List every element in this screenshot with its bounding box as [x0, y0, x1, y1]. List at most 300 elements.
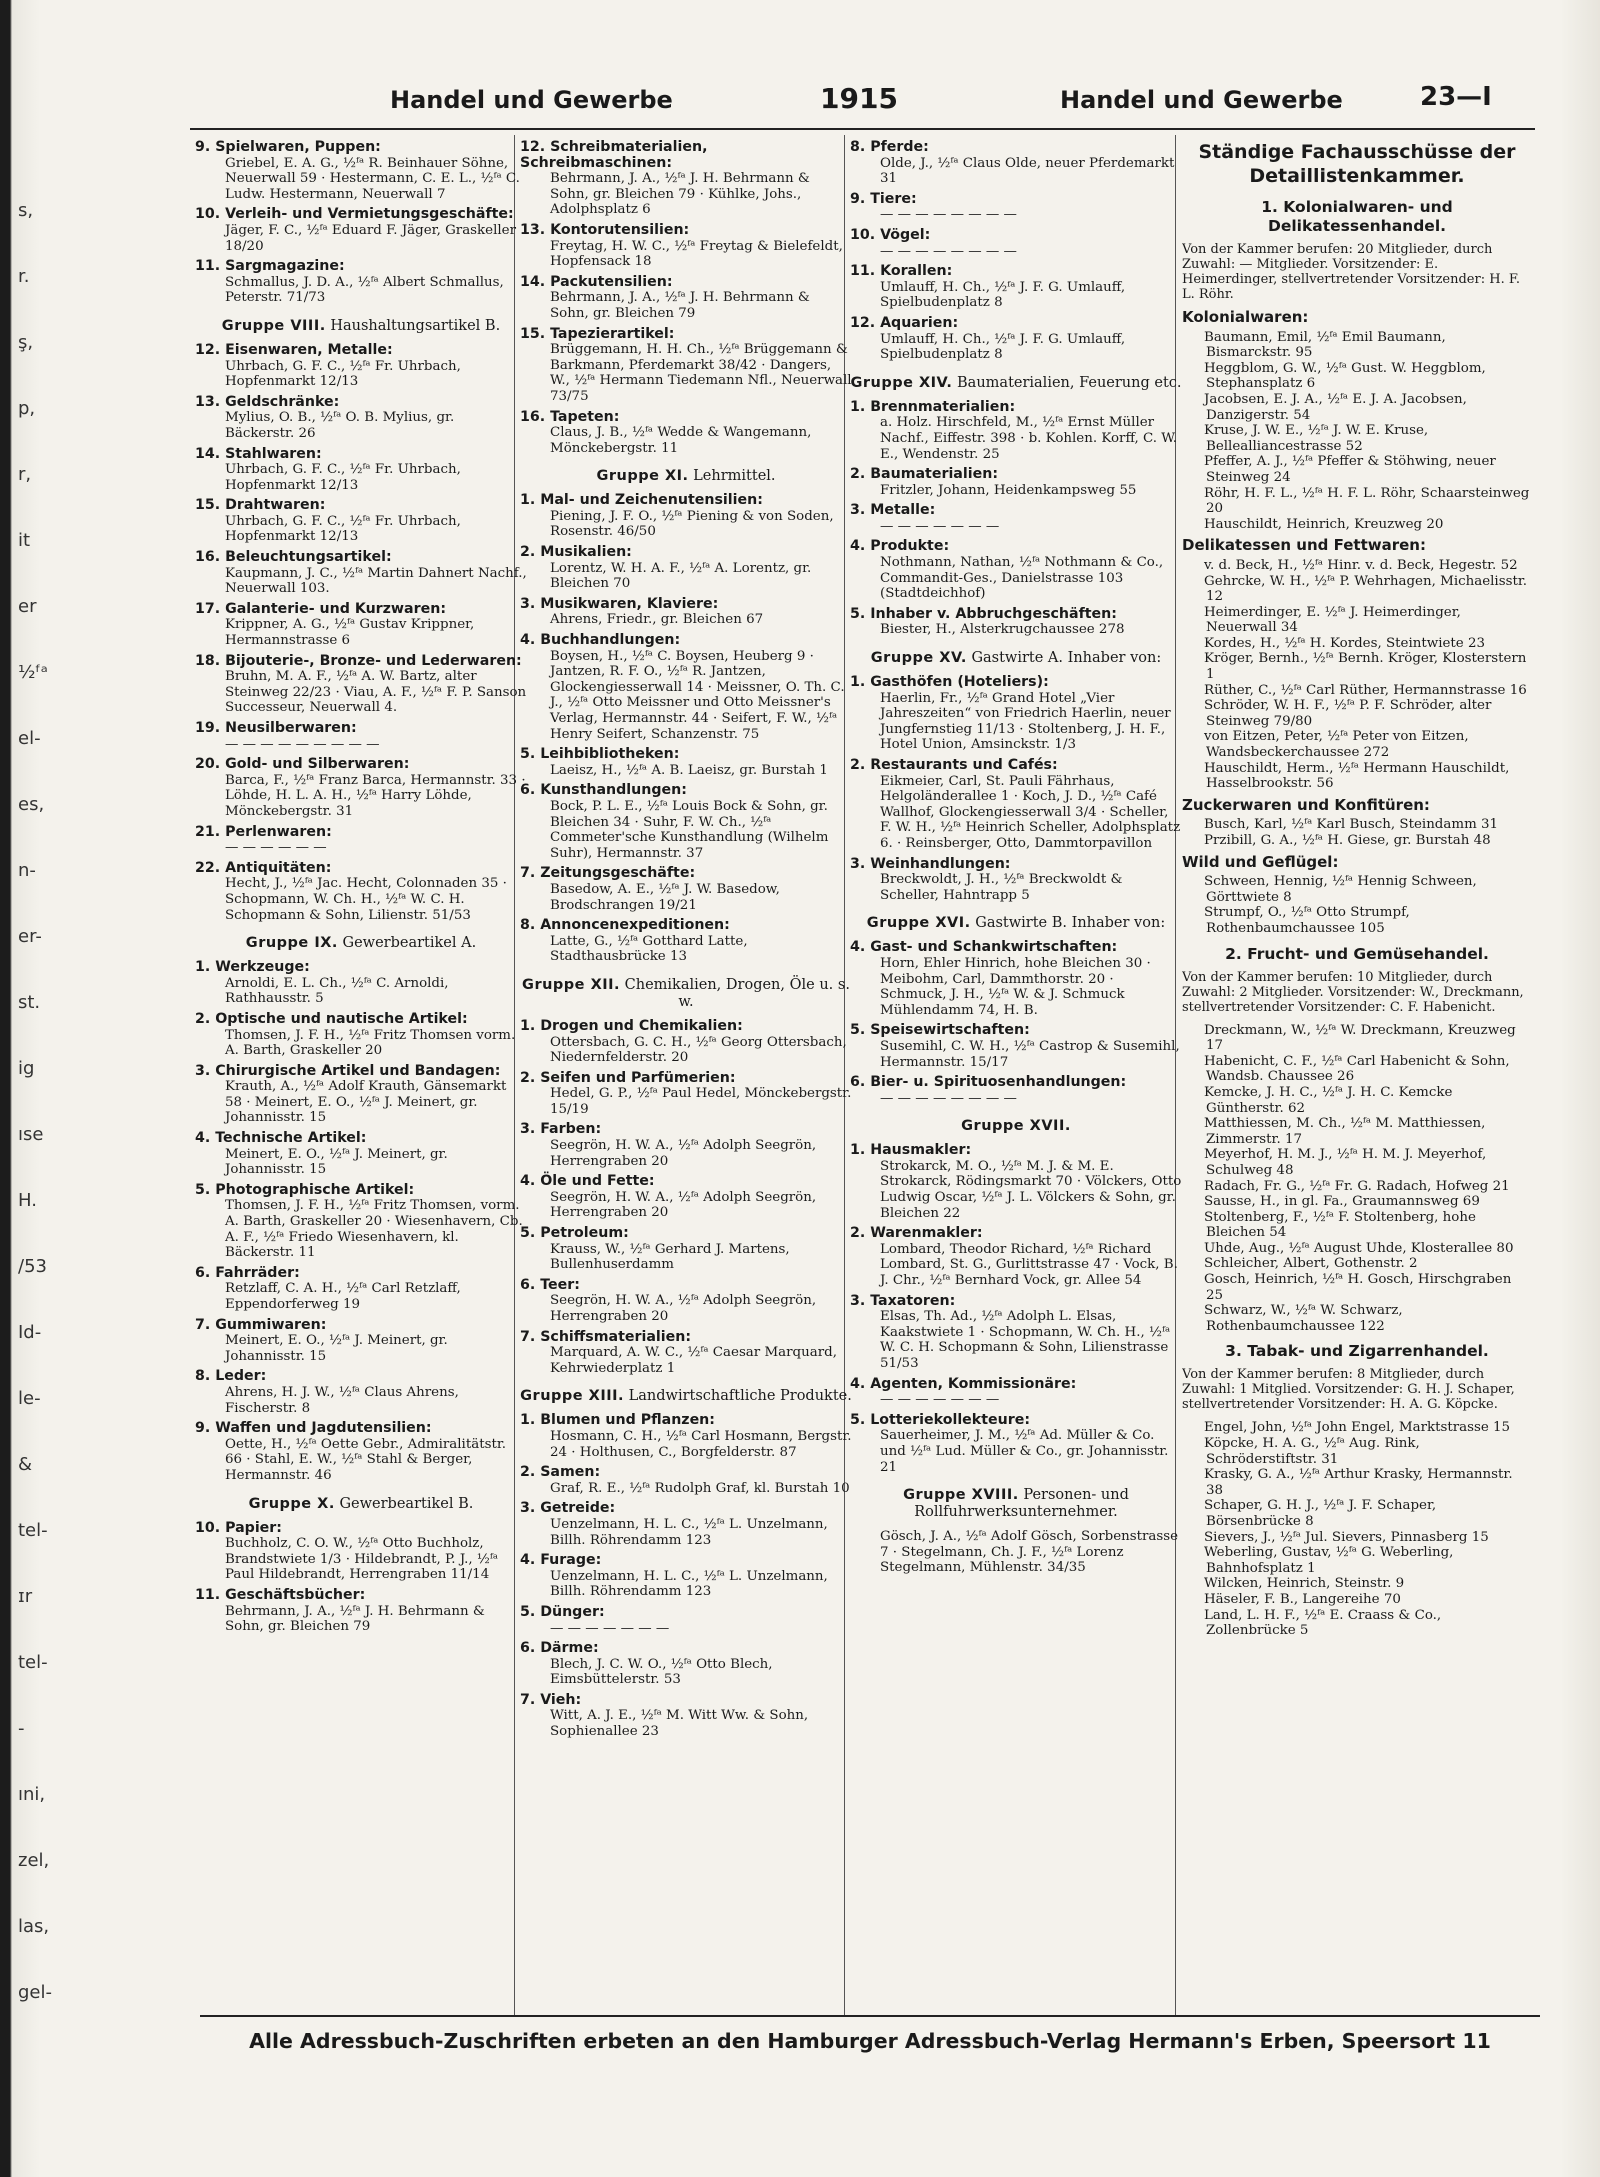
directory-entry — [520, 223, 852, 270]
member-entry: Gosch, Heinrich, ½ᶠᵃ H. Gosch, Hirschgraben 25 — [1204, 1272, 1512, 1303]
group-heading — [520, 468, 852, 485]
category-heading: 9. Spielwaren, Puppen: — [195, 140, 381, 155]
margin-fragment: gel- — [18, 1982, 52, 2003]
header-year: 1915 — [820, 82, 898, 115]
header-left-title: Handel und Gewerbe — [390, 86, 673, 114]
directory-entry — [850, 316, 1182, 363]
directory-entry — [850, 140, 1182, 187]
directory-entry — [195, 654, 527, 716]
directory-entry — [850, 192, 1182, 223]
directory-entry — [195, 259, 527, 306]
margin-fragment: ig — [18, 1058, 35, 1079]
group-heading — [195, 935, 527, 952]
category-heading: 1. Werkzeuge: — [195, 959, 310, 976]
category-heading: 4. Öle und Fette: — [520, 1173, 655, 1190]
entry-listing: Uhrbach, G. F. C., ½ᶠᵃ Fr. Uhrbach, Hopfenmarkt 12/13 — [225, 358, 461, 390]
category-heading: 7. Vieh: — [520, 1691, 582, 1708]
page-header — [390, 78, 1520, 118]
category-heading: 3. Metalle: — [850, 502, 936, 519]
category-heading: 2. Restaurants und Cafés: — [850, 757, 1058, 773]
subcategory-heading: Wild und Geflügel: — [1182, 852, 1339, 871]
margin-fragment: p, — [18, 398, 36, 419]
facing-page-margin — [12, 0, 82, 2177]
directory-entry — [195, 960, 527, 1007]
directory-entry — [850, 1294, 1182, 1372]
entry-listing: Thomsen, J. F. H., ½ᶠᵃ Fritz Thomsen vorm. A. Barth, Graskeller 20 — [225, 1027, 516, 1059]
directory-entry — [195, 343, 527, 390]
category-heading: 3. Chirurgische Artikel und Bandagen: — [195, 1062, 501, 1079]
directory-entry — [520, 410, 852, 457]
margin-fragment: Id- — [18, 1322, 42, 1343]
category-heading: 9. Tiere: — [850, 190, 917, 207]
entry-listing: Seegrön, H. W. A., ½ᶠᵃ Adolph Seegrön, Herrengraben 20 — [550, 1138, 817, 1169]
category-heading: 5. Lotteriekollekteure: — [850, 1411, 1031, 1428]
group-heading — [850, 375, 1182, 392]
directory-entry — [520, 783, 852, 861]
member-entry: Hauschildt, Herm., ½ᶠᵃ Hermann Hauschildt, Hasselbrookstr. 56 — [1204, 760, 1510, 792]
category-heading: 11. Sargmagazine: — [195, 258, 345, 275]
subcategory-heading: Delikatessen und Fettwaren: — [1182, 536, 1426, 555]
group-heading — [520, 1388, 852, 1405]
margin-fragment: r. — [18, 266, 30, 287]
group-description: Gewerbeartikel A. — [342, 935, 477, 952]
group-heading — [850, 650, 1182, 667]
directory-entry — [850, 1143, 1182, 1221]
entry-listing: Krippner, A. G., ½ᶠᵃ Gustav Krippner, Hermannstrasse 6 — [225, 617, 475, 649]
member-entry: Kordes, H., ½ᶠᵃ H. Kordes, Steintwiete 23 — [1204, 635, 1486, 651]
entry-listing: Piening, J. F. O., ½ᶠᵃ Piening & von Soden, Rosenstr. 46/50 — [550, 508, 834, 540]
margin-fragment: zel, — [18, 1850, 50, 1871]
entry-listing: Eikmeier, Carl, St. Pauli Fährhaus, Helgoländerallee 1 · Koch, J. D., ½ᶠᵃ Café Wallhof, Glockengiesserwall 3/4 · Scheller, F. W. H., ½ᶠᵃ Heinrich Scheller, Adolphsplatz 6. · Reinsberger, Otto, Dammtorpavillon — [880, 773, 1181, 851]
directory-entry — [850, 400, 1182, 462]
directory-entry — [520, 1019, 852, 1066]
margin-fragment: er- — [18, 926, 42, 947]
entry-listing: Uenzelmann, H. L. C., ½ᶠᵃ L. Unzelmann, Billh. Röhrendamm 123 — [550, 1516, 828, 1548]
margin-fragment: /53 — [18, 1256, 47, 1277]
directory-entry — [850, 675, 1182, 753]
category-heading: 4. Technische Artikel: — [195, 1130, 367, 1147]
member-entry: Baumann, Emil, ½ᶠᵃ Emil Baumann, Bismarckstr. 95 — [1204, 329, 1446, 361]
member-entry: Köpcke, H. A. G., ½ᶠᵃ Aug. Rink, Schröderstiftstr. 31 — [1204, 1436, 1420, 1467]
entry-listing: Schmallus, J. D. A., ½ᶠᵃ Albert Schmallus, Peterstr. 71/73 — [225, 274, 504, 306]
member-entry: Sausse, H., in gl. Fa., Graumannsweg 69 — [1204, 1194, 1480, 1210]
margin-fragment: le- — [18, 1388, 41, 1409]
entry-listing: Strokarck, M. O., ½ᶠᵃ M. J. & M. E. Strokarck, Rödingsmarkt 70 · Völckers, Otto Ludwig Oscar, ½ᶠᵃ J. L. Völckers & Sohn, gr. Bleichen 22 — [880, 1158, 1182, 1221]
category-heading: 1. Brennmaterialien: — [850, 398, 1016, 415]
directory-entry — [520, 1330, 852, 1377]
footer-notice: Alle Adressbuch-Zuschriften erbeten an den Hamburger Adressbuch-Verlag Hermann's Erben, Speersort 11 — [200, 2015, 1540, 2053]
entry-listing: Brüggemann, H. H. Ch., ½ᶠᵃ Brüggemann & Barkmann, Pferdemarkt 38/42 · Dangers, W., ½ᶠᵃ Hermann Tiedemann Nfl., Neuerwall 73/75 — [550, 342, 852, 404]
margin-fragment: it — [18, 530, 31, 551]
category-heading: 2. Seifen und Parfümerien: — [520, 1069, 736, 1086]
entry-listing: Uenzelmann, H. L. C., ½ᶠᵃ L. Unzelmann, Billh. Röhrendamm 123 — [550, 1568, 828, 1600]
directory-entry — [195, 395, 527, 442]
entry-listing: Umlauff, H. Ch., ½ᶠᵃ J. F. G. Umlauff, Spielbudenplatz 8 — [880, 279, 1126, 311]
category-heading: 12. Aquarien: — [850, 314, 959, 331]
group-label: Gruppe XVI. — [866, 915, 971, 932]
group-heading — [850, 1487, 1182, 1521]
directory-entry — [850, 857, 1182, 904]
category-heading: 17. Galanterie- und Kurzwaren: — [195, 600, 447, 617]
entry-listing: Lombard, Theodor Richard, ½ᶠᵃ Richard Lombard, St. G., Gurlittstrasse 47 · Vock, B. J. Chr., ½ᶠᵃ Bernhard Vock, gr. Allee 54 — [880, 1241, 1178, 1289]
group-label: Gruppe XI. — [596, 468, 689, 485]
column-4-committees — [1182, 140, 1532, 2000]
directory-entry — [520, 1605, 852, 1636]
entry-listing: Laeisz, H., ½ᶠᵃ A. B. Laeisz, gr. Burstah 1 — [550, 762, 828, 778]
committee-heading: 3. Tabak- und Zigarrenhandel. — [1225, 1342, 1489, 1361]
member-entry: Kröger, Bernh., ½ᶠᵃ Bernh. Kröger, Klosterstern 1 — [1204, 651, 1527, 683]
directory-entry — [850, 1075, 1182, 1106]
group-heading — [195, 318, 527, 335]
category-heading: 4. Produkte: — [850, 538, 950, 555]
member-entry: Hauschildt, Heinrich, Kreuzweg 20 — [1204, 516, 1444, 532]
committee-intro: Von der Kammer berufen: 8 Mitglieder, durch Zuwahl: 1 Mitglied. Vorsitzender: G. H. J. Schaper, stellvertretender Vorsitzender: H. A. G. Köpcke. — [1182, 1367, 1515, 1413]
category-heading: 18. Bijouterie-, Bronze- und Lederwaren: — [195, 652, 522, 669]
member-entry: Stoltenberg, F., ½ᶠᵃ F. Stoltenberg, hohe Bleichen 54 — [1204, 1209, 1476, 1241]
entry-listing: Behrmann, J. A., ½ᶠᵃ J. H. Behrmann & Sohn, gr. Bleichen 79 — [225, 1603, 485, 1635]
directory-entry — [850, 940, 1182, 1018]
directory-entry — [195, 498, 527, 545]
category-heading: 4. Furage: — [520, 1552, 602, 1569]
group-description: Gewerbeartikel B. — [339, 1495, 474, 1512]
directory-entry — [520, 493, 852, 540]
entry-listing: — — — — — — — — [880, 1392, 1000, 1408]
directory-entry — [520, 1278, 852, 1325]
category-heading: 14. Packutensilien: — [520, 273, 673, 290]
directory-entry — [195, 1266, 527, 1313]
category-heading: 2. Warenmakler: — [850, 1225, 983, 1242]
category-heading: 2. Baumaterialien: — [850, 466, 999, 483]
directory-entry — [520, 545, 852, 592]
member-entry: Kemcke, J. H. C., ½ᶠᵃ J. H. C. Kemcke Güntherstr. 62 — [1204, 1084, 1453, 1116]
member-entry: von Eitzen, Peter, ½ᶠᵃ Peter von Eitzen, Wandsbeckerchaussee 272 — [1204, 729, 1469, 761]
category-heading: 9. Waffen und Jagdutensilien: — [195, 1420, 432, 1437]
entry-listing: Blech, J. C. W. O., ½ᶠᵃ Otto Blech, Eimsbüttelerstr. 53 — [550, 1656, 773, 1688]
group-label: Gruppe XVIII. — [903, 1487, 1019, 1504]
directory-entry — [520, 1641, 852, 1688]
directory-entry — [520, 1553, 852, 1600]
member-entry: Busch, Karl, ½ᶠᵃ Karl Busch, Steindamm 31 — [1204, 817, 1499, 833]
group-heading — [850, 1118, 1182, 1135]
committee-heading: 2. Frucht- und Gemüsehandel. — [1225, 944, 1489, 963]
entry-listing: Witt, A. J. E., ½ᶠᵃ M. Witt Ww. & Sohn, Sophienallee 23 — [550, 1708, 809, 1740]
category-heading: 5. Inhaber v. Abbruchgeschäften: — [850, 605, 1117, 622]
category-heading: 7. Gummiwaren: — [195, 1316, 327, 1333]
directory-entry — [850, 1377, 1182, 1408]
directory-entry — [195, 1521, 527, 1583]
page-number: 23—I — [1420, 82, 1492, 112]
category-heading: 13. Geldschränke: — [195, 393, 340, 410]
directory-entry — [195, 1131, 527, 1178]
margin-fragment: ıse — [18, 1124, 44, 1145]
committee-intro: Von der Kammer berufen: 10 Mitglieder, durch Zuwahl: 2 Mitglieder. Vorsitzender: W., Dreckmann, stellvertretender Vorsitzender: C. F. Habenicht. — [1182, 969, 1524, 1015]
directory-entry — [195, 721, 527, 752]
category-heading: 5. Dünger: — [520, 1603, 605, 1620]
entry-listing: Umlauff, H. Ch., ½ᶠᵃ J. F. G. Umlauff, Spielbudenplatz 8 — [880, 331, 1126, 363]
directory-entry — [195, 1369, 527, 1416]
category-heading: 3. Farben: — [520, 1121, 602, 1138]
subcategory-heading: Zuckerwaren und Konfitüren: — [1182, 795, 1430, 814]
member-entry: Sievers, J., ½ᶠᵃ Jul. Sievers, Pinnasberg 15 — [1204, 1529, 1489, 1545]
member-entry: Pfeffer, A. J., ½ᶠᵃ Pfeffer & Stöhwing, neuer Steinweg 24 — [1204, 454, 1496, 485]
margin-fragment: tel- — [18, 1652, 48, 1673]
entry-listing: — — — — — — — — — [880, 243, 1017, 259]
member-entry: Röhr, H. F. L., ½ᶠᵃ H. F. L. Röhr, Schaarsteinweg 20 — [1204, 485, 1530, 517]
member-entry: Häseler, F. B., Langereihe 70 — [1204, 1591, 1401, 1607]
entry-listing: Nothmann, Nathan, ½ᶠᵃ Nothmann & Co., Commandit-Ges., Danielstrasse 103 (Stadtdeichhof) — [880, 555, 1164, 602]
member-entry: Schwarz, W., ½ᶠᵃ W. Schwarz, Rothenbaumchaussee 122 — [1204, 1303, 1403, 1334]
committees-title: Ständige Fachausschüsse der Detaillistenkammer. — [1198, 141, 1516, 187]
group-description: Haushaltungsartikel B. — [330, 317, 501, 334]
entry-listing: Krauss, W., ½ᶠᵃ Gerhard J. Martens, Bullenhuserdamm — [550, 1241, 790, 1273]
directory-entry — [850, 607, 1182, 638]
category-heading: 5. Leihbibliotheken: — [520, 746, 680, 763]
margin-fragment: ɪr — [18, 1586, 33, 1607]
category-heading: 5. Petroleum: — [520, 1225, 629, 1242]
column-2 — [520, 140, 852, 2000]
member-entry: Dreckmann, W., ½ᶠᵃ W. Dreckmann, Kreuzweg 17 — [1204, 1022, 1516, 1054]
directory-entry — [520, 1071, 852, 1118]
member-entry: Jacobsen, E. J. A., ½ᶠᵃ E. J. A. Jacobsen, Danzigerstr. 54 — [1204, 391, 1467, 423]
entry-listing: Bruhn, M. A. F., ½ᶠᵃ A. W. Bartz, alter Steinweg 22/23 · Viau, A. F., ½ᶠᵃ F. P. Sanson Successeur, Neuerwall 4. — [225, 669, 527, 716]
committee-heading: 1. Kolonialwaren- und Delikatessenhandel. — [1261, 198, 1453, 235]
member-entry: Land, L. H. F., ½ᶠᵃ E. Craass & Co., Zollenbrücke 5 — [1204, 1607, 1442, 1639]
entry-listing: — — — — — — — — — — [225, 736, 380, 752]
entry-listing: Meinert, E. O., ½ᶠᵃ J. Meinert, gr. Johannisstr. 15 — [225, 1146, 448, 1178]
directory-entry — [520, 866, 852, 913]
entry-listing: Lorentz, W. H. A. F., ½ᶠᵃ A. Lorentz, gr. Bleichen 70 — [550, 560, 812, 592]
directory-entry — [195, 1183, 527, 1261]
directory-entry — [850, 1413, 1182, 1475]
category-heading: 5. Photographische Artikel: — [195, 1181, 415, 1198]
group-description: Baumaterialien, Feuerung etc. — [957, 374, 1182, 391]
category-heading: 3. Weinhandlungen: — [850, 855, 1011, 872]
member-entry: Heggblom, G. W., ½ᶠᵃ Gust. W. Heggblom, Stephansplatz 6 — [1204, 360, 1486, 392]
directory-entry — [195, 1064, 527, 1126]
entry-listing: Seegrön, H. W. A., ½ᶠᵃ Adolph Seegrön, Herrengraben 20 — [550, 1189, 817, 1221]
directory-entry — [520, 597, 852, 628]
margin-fragment: r, — [18, 464, 32, 485]
entry-listing: — — — — — — — — — [880, 1090, 1017, 1106]
directory-entry — [850, 1226, 1182, 1288]
directory-entry — [850, 758, 1182, 852]
entry-listing: Marquard, A. W. C., ½ᶠᵃ Caesar Marquard, Kehrwiederplatz 1 — [550, 1345, 837, 1376]
category-heading: 11. Geschäftsbücher: — [195, 1586, 366, 1603]
member-entry: Uhde, Aug., ½ᶠᵃ August Uhde, Klosterallee 80 — [1204, 1240, 1514, 1256]
entry-listing: Behrmann, J. A., ½ᶠᵃ J. H. Behrmann & Sohn, gr. Bleichen 79 · Kühlke, Johs., Adolphsplatz 6 — [550, 171, 810, 218]
category-heading: 4. Gast- und Schankwirtschaften: — [850, 939, 1118, 956]
category-heading: 1. Gasthöfen (Hoteliers): — [850, 674, 1049, 691]
category-heading: 2. Optische und nautische Artikel: — [195, 1010, 468, 1027]
category-heading: 8. Annoncenexpeditionen: — [520, 917, 730, 934]
category-heading: 4. Buchhandlungen: — [520, 632, 681, 649]
group-label: Gruppe IX. — [245, 935, 338, 952]
entry-listing: Griebel, E. A. G., ½ᶠᵃ R. Beinhauer Söhne, Neuerwall 59 · Hestermann, C. E. L., ½ᶠᵃ C. Ludw. Hestermann, Neuerwall 7 — [225, 155, 520, 202]
group-description: Personen- und Rollfuhrwerksunternehmer. — [914, 1487, 1129, 1521]
member-entry: Habenicht, C. F., ½ᶠᵃ Carl Habenicht & Sohn, Wandsb. Chaussee 26 — [1204, 1053, 1510, 1085]
member-entry: Weberling, Gustav, ½ᶠᵃ G. Weberling, Bahnhofsplatz 1 — [1204, 1545, 1454, 1576]
category-heading: 8. Pferde: — [850, 140, 929, 155]
category-heading: 3. Musikwaren, Klaviere: — [520, 595, 719, 612]
entry-listing: Elsas, Th. Ad., ½ᶠᵃ Adolph L. Elsas, Kaakstwiete 1 · Schopmann, W. Ch. H., ½ᶠᵃ W. C. H. Schopmann & Sohn, Lilienstrasse 51/53 — [880, 1309, 1171, 1371]
category-heading: 15. Drahtwaren: — [195, 497, 326, 514]
directory-entry — [850, 1023, 1182, 1070]
margin-fragment: es, — [18, 794, 45, 815]
entry-listing: Graf, R. E., ½ᶠᵃ Rudolph Graf, kl. Burstah 10 — [550, 1480, 850, 1496]
member-entry: Meyerhof, H. M. J., ½ᶠᵃ H. M. J. Meyerhof, Schulweg 48 — [1204, 1147, 1487, 1178]
directory-entry — [520, 918, 852, 965]
group-heading — [850, 915, 1182, 932]
member-entry: Kruse, J. W. E., ½ᶠᵃ J. W. E. Kruse, Bellealliancestrasse 52 — [1204, 423, 1429, 454]
directory-entry — [520, 327, 852, 405]
category-heading: 10. Vögel: — [850, 226, 931, 243]
category-heading: 6. Därme: — [520, 1640, 599, 1657]
directory-entry — [195, 550, 527, 597]
margin-fragment: ½ᶠᵃ — [18, 662, 48, 683]
category-heading: 5. Speisewirtschaften: — [850, 1022, 1030, 1039]
column-1 — [195, 140, 527, 2000]
directory-entry — [850, 264, 1182, 311]
member-entry: Radach, Fr. G., ½ᶠᵃ Fr. G. Radach, Hofweg 21 — [1204, 1178, 1510, 1194]
subcategory-heading: Kolonialwaren: — [1182, 308, 1309, 326]
entry-listing: Ahrens, Friedr., gr. Bleichen 67 — [550, 612, 764, 628]
directory-entry — [520, 747, 852, 778]
category-heading: 2. Samen: — [520, 1464, 601, 1481]
entry-listing: Thomsen, J. F. H., ½ᶠᵃ Fritz Thomsen, vorm. A. Barth, Graskeller 20 · Wiesenhavern, Cb. A. F., ½ᶠᵃ Friedo Wiesenhavern, kl. Bäckerstr. 11 — [225, 1198, 523, 1261]
group-label: Gruppe XV. — [870, 650, 967, 667]
category-heading: 12. Eisenwaren, Metalle: — [195, 341, 393, 358]
group-label: Gruppe X. — [248, 1495, 335, 1512]
directory-entry — [520, 1465, 852, 1496]
margin-fragment: - — [18, 1718, 25, 1739]
category-heading: 6. Bier- u. Spirituosenhandlungen: — [850, 1074, 1127, 1091]
category-heading: 3. Taxatoren: — [850, 1292, 956, 1309]
margin-fragment: er — [18, 596, 37, 617]
directory-entry — [850, 1529, 1182, 1576]
entry-listing: Latte, G., ½ᶠᵃ Gotthard Latte, Stadthausbrücke 13 — [550, 933, 748, 965]
category-heading: 12. Schreibmaterialien, Schreibmaschinen: — [520, 140, 708, 171]
group-label: Gruppe VIII. — [221, 317, 326, 334]
category-heading: 3. Getreide: — [520, 1500, 616, 1517]
category-heading: 7. Schiffsmaterialien: — [520, 1328, 692, 1345]
group-heading — [195, 1496, 527, 1513]
category-heading: 10. Papier: — [195, 1519, 282, 1536]
entry-listing: Arnoldi, E. L. Ch., ½ᶠᵃ C. Arnoldi, Rathhausstr. 5 — [225, 975, 449, 1007]
directory-entry — [520, 1693, 852, 1740]
directory-entry — [520, 1413, 852, 1460]
margin-fragment: las, — [18, 1916, 50, 1937]
category-heading: 6. Teer: — [520, 1276, 580, 1293]
member-entry: Matthiessen, M. Ch., ½ᶠᵃ M. Matthiessen, Zimmerstr. 17 — [1204, 1116, 1486, 1147]
entry-listing: Freytag, H. W. C., ½ᶠᵃ Freytag & Bielefeldt, Hopfensack 18 — [550, 238, 843, 270]
entry-listing: — — — — — — — — [550, 1620, 670, 1636]
directory-entry — [195, 1421, 527, 1483]
directory-entry — [195, 1318, 527, 1365]
directory-entry — [520, 1122, 852, 1169]
directory-entry — [195, 602, 527, 649]
category-heading: 19. Neusilberwaren: — [195, 720, 357, 736]
member-entry: Schröder, W. H. F., ½ᶠᵃ P. F. Schröder, alter Steinweg 79/80 — [1204, 698, 1492, 729]
directory-entry — [195, 1012, 527, 1059]
group-description: Lehrmittel. — [693, 468, 776, 485]
category-heading: 1. Blumen und Pflanzen: — [520, 1412, 715, 1429]
category-heading: 7. Zeitungsgeschäfte: — [520, 865, 696, 882]
entry-listing: — — — — — — — — [880, 518, 1000, 534]
entry-listing: Mylius, O. B., ½ᶠᵃ O. B. Mylius, gr. Bäckerstr. 26 — [225, 410, 455, 441]
directory-entry — [850, 503, 1182, 534]
entry-listing: Ottersbach, G. C. H., ½ᶠᵃ Georg Ottersbach, Niedernfelderstr. 20 — [550, 1034, 847, 1066]
entry-listing: Kaupmann, J. C., ½ᶠᵃ Martin Dahnert Nachf., Neuerwall 103. — [225, 565, 527, 597]
directory-entry — [520, 1174, 852, 1221]
committee-intro: Von der Kammer berufen: 20 Mitglieder, durch Zuwahl: — Mitglieder. Vorsitzender: E. Heimerdinger, stellvertretender Vorsitzender: H. F. L. Röhr. — [1182, 242, 1520, 302]
directory-entry — [520, 275, 852, 322]
entry-listing: Sauerheimer, J. M., ½ᶠᵃ Ad. Müller & Co. und ½ᶠᵃ Lud. Müller & Co., gr. Johannisstr. 21 — [880, 1428, 1169, 1475]
entry-listing: Claus, J. B., ½ᶠᵃ Wedde & Wangemann, Mönckebergstr. 11 — [550, 425, 812, 456]
category-heading: 1. Drogen und Chemikalien: — [520, 1017, 743, 1034]
entry-listing: — — — — — — — [225, 840, 327, 856]
category-heading: 13. Kontorutensilien: — [520, 221, 690, 238]
entry-listing: Olde, J., ½ᶠᵃ Claus Olde, neuer Pferdemarkt 31 — [880, 155, 1175, 187]
category-heading: 22. Antiquitäten: — [195, 859, 332, 876]
entry-listing: Bock, P. L. E., ½ᶠᵃ Louis Bock & Sohn, gr. Bleichen 34 · Suhr, F. W. Ch., ½ᶠᵃ Commeter'sche Kunsthandlung (Wilhelm Suhr), Hermannstr. 37 — [550, 798, 829, 861]
member-entry: v. d. Beck, H., ½ᶠᵃ Hinr. v. d. Beck, Hegestr. 52 — [1204, 557, 1518, 573]
category-heading: 14. Stahlwaren: — [195, 445, 322, 462]
category-heading: 21. Perlenwaren: — [195, 823, 332, 840]
entry-listing: Breckwoldt, J. H., ½ᶠᵃ Breckwoldt & Scheller, Hahntrapp 5 — [880, 872, 1123, 903]
entry-listing: Gösch, J. A., ½ᶠᵃ Adolf Gösch, Sorbenstrasse 7 · Stegelmann, Ch. J. F., ½ᶠᵃ Lorenz Stegelmann, Mühlenstr. 34/35 — [880, 1529, 1179, 1576]
margin-fragment: H. — [18, 1190, 37, 1211]
category-heading: 1. Mal- und Zeichenutensilien: — [520, 492, 763, 509]
category-heading: 15. Tapezierartikel: — [520, 325, 675, 342]
entry-listing: Retzlaff, C. A. H., ½ᶠᵃ Carl Retzlaff, Eppendorferweg 19 — [225, 1281, 461, 1312]
directory-entry — [850, 228, 1182, 259]
margin-fragment: el- — [18, 728, 41, 749]
member-entry: Strumpf, O., ½ᶠᵃ Otto Strumpf, Rothenbaumchaussee 105 — [1204, 905, 1410, 936]
entry-listing: Behrmann, J. A., ½ᶠᵃ J. H. Behrmann & Sohn, gr. Bleichen 79 — [550, 290, 810, 321]
directory-entry — [520, 1226, 852, 1273]
entry-listing: Oette, H., ½ᶠᵃ Oette Gebr., Admiralitätstr. 66 · Stahl, E. W., ½ᶠᵃ Stahl & Berger, Hermannstr. 46 — [225, 1436, 507, 1483]
entry-listing: Fritzler, Johann, Heidenkampsweg 55 — [880, 482, 1137, 498]
entry-listing: Jäger, F. C., ½ᶠᵃ Eduard F. Jäger, Graskeller 18/20 — [225, 222, 516, 254]
category-heading: 1. Hausmakler: — [850, 1142, 972, 1159]
entry-listing: Basedow, A. E., ½ᶠᵃ J. W. Basedow, Brodschrangen 19/21 — [550, 881, 780, 913]
margin-fragment: s, — [18, 200, 34, 221]
entry-listing: Susemihl, C. W. H., ½ᶠᵃ Castrop & Susemihl, Hermannstr. 15/17 — [880, 1038, 1180, 1070]
margin-fragment: tel- — [18, 1520, 48, 1541]
category-heading: 16. Tapeten: — [520, 408, 620, 425]
margin-fragment: ş, — [18, 332, 34, 353]
group-heading — [520, 977, 852, 1011]
entry-listing: Ahrens, H. J. W., ½ᶠᵃ Claus Ahrens, Fischerstr. 8 — [225, 1384, 459, 1416]
directory-entry — [520, 140, 852, 218]
group-label: Gruppe XVII. — [961, 1118, 1071, 1135]
member-entry: Schaper, G. H. J., ½ᶠᵃ J. F. Schaper, Börsenbrücke 8 — [1204, 1498, 1437, 1529]
category-heading: 2. Musikalien: — [520, 544, 632, 561]
directory-entry — [195, 757, 527, 819]
entry-listing: a. Holz. Hirschfeld, M., ½ᶠᵃ Ernst Müller Nachf., Eiffestr. 398 · b. Kohlen. Korff, C. W. E., Wendenstr. 25 — [880, 415, 1177, 462]
category-heading: 10. Verleih- und Vermietungsgeschäfte: — [195, 206, 514, 223]
member-entry: Przibill, G. A., ½ᶠᵃ H. Giese, gr. Burstah 48 — [1204, 833, 1491, 848]
category-heading: 6. Fahrräder: — [195, 1264, 300, 1281]
entry-listing: Boysen, H., ½ᶠᵃ C. Boysen, Heuberg 9 · Jantzen, R. F. O., ½ᶠᵃ R. Jantzen, Glockengiesserwall 14 · Meissner, O. Th. C. J., ½ᶠᵃ Otto Meissner und Otto Meissner's Verlag, Hermannstr. 44 · Seifert, F. W., ½ᶠᵃ Henry Seifert, Schanzenstr. 75 — [550, 648, 845, 742]
group-label: Gruppe XIII. — [520, 1388, 625, 1405]
entry-listing: — — — — — — — — — [880, 207, 1017, 223]
directory-entry — [520, 1501, 852, 1548]
margin-fragment: n- — [18, 860, 36, 881]
entry-listing: Buchholz, C. O. W., ½ᶠᵃ Otto Buchholz, Brandstwiete 1/3 · Hildebrandt, P. J., ½ᶠᵃ Paul Hildebrandt, Herrengraben 11/14 — [225, 1536, 499, 1583]
margin-fragment: ıni, — [18, 1784, 46, 1805]
directory-entry — [520, 633, 852, 742]
